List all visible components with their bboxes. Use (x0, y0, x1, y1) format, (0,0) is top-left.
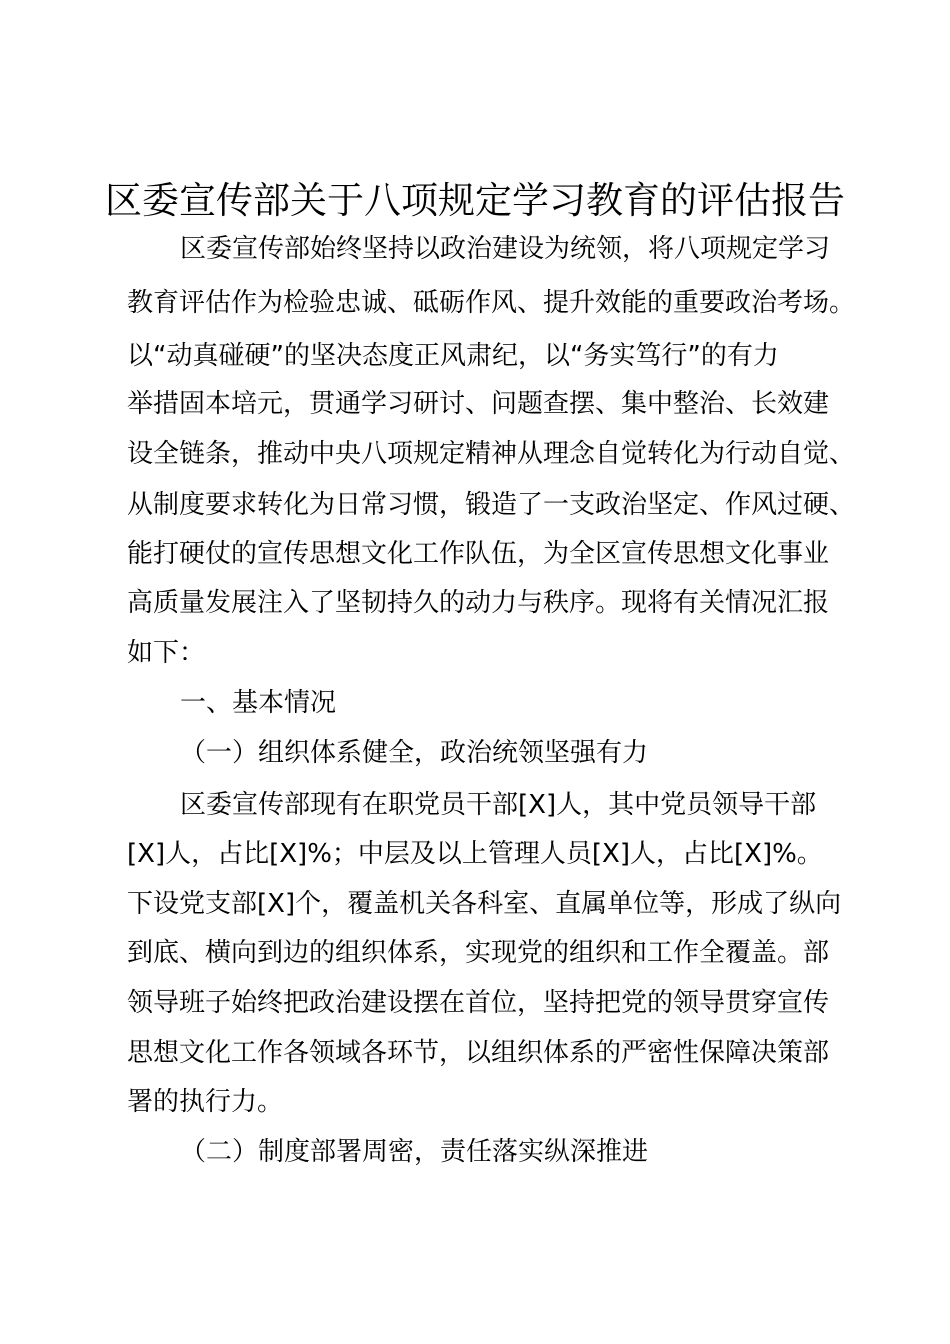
intro-line: 举措固本培元，贯通学习研讨、问题查摆、集中整治、长效建 (127, 389, 830, 419)
intro-line: 设全链条，推动中央八项规定精神从理念自觉转化为行动自觉、 (127, 439, 856, 469)
intro-line: 以“动真碰硬”的坚决态度正风肃纪，以“务实笃行”的有力 (127, 341, 779, 371)
intro-line: 能打硬仗的宣传思想文化工作队伍，为全区宣传思想文化事业 (127, 539, 830, 569)
subsection-heading: （一）组织体系健全，政治统领坚强有力 (180, 738, 649, 768)
body-line: [X]人，占比[X]%；中层及以上管理人员[X]人，占比[X]%。 (127, 839, 823, 869)
body-line: 到底、横向到边的组织体系，实现党的组织和工作全覆盖。部 (127, 938, 830, 968)
body-line: 领导班子始终把政治建设摆在首位，坚持把党的领导贯穿宣传 (127, 988, 830, 1018)
intro-line: 区委宣传部始终坚持以政治建设为统领，将八项规定学习 (180, 234, 831, 264)
body-line: 思想文化工作各领域各环节，以组织体系的严密性保障决策部 (127, 1038, 830, 1068)
body-line: 下设党支部[X]个，覆盖机关各科室、直属单位等，形成了纵向 (127, 889, 842, 919)
section-heading: 一、基本情况 (180, 688, 337, 718)
document-title: 区委宣传部关于八项规定学习教育的评估报告 (105, 179, 845, 222)
intro-line: 如下： (127, 638, 206, 668)
body-line: 区委宣传部现有在职党员干部[X]人，其中党员领导干部 (180, 790, 817, 820)
subsection-heading: （二）制度部署周密，责任落实纵深推进 (180, 1137, 649, 1167)
intro-line: 从制度要求转化为日常习惯，锻造了一支政治坚定、作风过硬、 (127, 490, 856, 520)
intro-line: 教育评估作为检验忠诚、砥砺作风、提升效能的重要政治考场。 (127, 288, 856, 318)
body-line: 署的执行力。 (127, 1087, 284, 1117)
intro-line: 高质量发展注入了坚韧持久的动力与秩序。现将有关情况汇报 (127, 588, 830, 618)
